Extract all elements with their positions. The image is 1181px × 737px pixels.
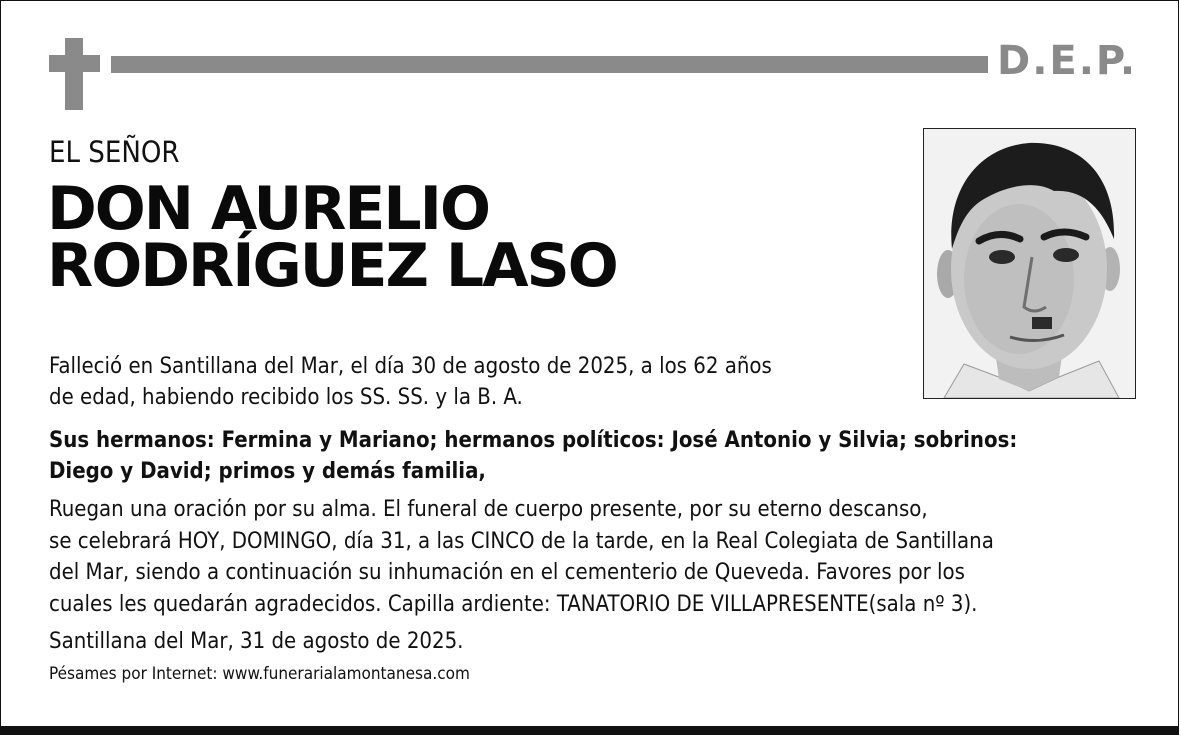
- funeral-details: [49, 494, 1149, 620]
- portrait-photo: [923, 128, 1136, 399]
- funeral-line-3: del Mar, siendo a continuación su inhumación en el cementerio de Queveda. Favores por los: [49, 560, 965, 585]
- family-members: [49, 425, 1149, 487]
- place-and-date: Santillana del Mar, 31 de agosto de 2025.: [49, 629, 464, 654]
- bottom-rule: [1, 726, 1178, 734]
- death-notice-line-1: Falleció en Santillana del Mar, el día 30 de agosto de 2025, a los 62 años: [49, 354, 772, 379]
- deceased-name-line-2: RODRÍGUEZ LASO: [47, 231, 617, 301]
- funeral-line-1: Ruegan una oración por su alma. El funeral de cuerpo presente, por su eterno descanso,: [49, 497, 928, 522]
- dep-label: D.E.P.: [997, 38, 1138, 84]
- header-rule: [111, 56, 988, 73]
- honorific: EL SEÑOR: [49, 135, 180, 169]
- latin-cross-icon: [49, 38, 100, 110]
- funeral-line-4: cuales les quedarán agradecidos. Capilla ardiente: TANATORIO DE VILLAPRESENTE(sala nº 3).: [49, 591, 978, 617]
- funeral-line-2: se celebrará HOY, DOMINGO, día 31, a las CINCO de la tarde, en la Real Colegiata de Santillana: [49, 528, 994, 554]
- deceased-name-line-1: DON AURELIO: [47, 174, 489, 244]
- death-notice-line-2: de edad, habiendo recibido los SS. SS. y la B. A.: [49, 385, 523, 410]
- family-line-2: Diego y David; primos y demás familia,: [49, 459, 486, 484]
- condolences-website: Pésames por Internet: www.funerarialamontanesa.com: [49, 664, 470, 684]
- death-notice: [49, 351, 889, 413]
- family-line-1: Sus hermanos: Fermina y Mariano; hermanos políticos: José Antonio y Silvia; sobrinos:: [49, 428, 1018, 453]
- deceased-name: [47, 174, 617, 301]
